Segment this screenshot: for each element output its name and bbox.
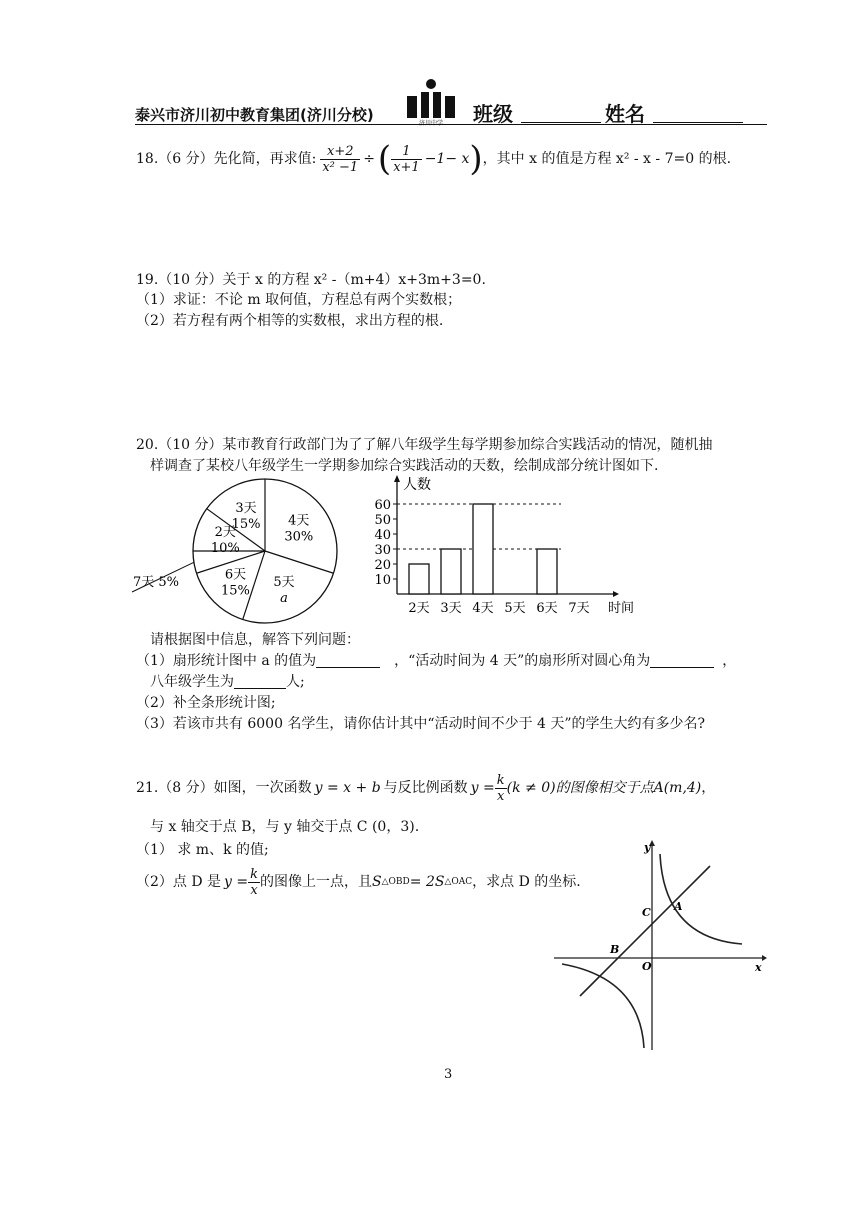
q21-y-eq: y = — [470, 780, 495, 796]
bar-rect — [473, 504, 493, 594]
pie-slice-label: 6天 — [224, 567, 247, 583]
pie-slice-value: 10% — [210, 541, 240, 557]
graph-label-b: B — [610, 943, 620, 956]
q21-p2-text-b: 的图像上一点，且 — [260, 874, 373, 890]
q21-p2-eq: = 2S — [409, 874, 445, 890]
q21-linear-eq: y = x + b — [314, 780, 381, 796]
q19-stem: 19.（10 分）关于 x 的方程 x² -（m+4）x+3m+3=0. — [136, 272, 486, 288]
q18-left-paren: ( — [377, 139, 392, 179]
q18-right-paren: ) — [469, 139, 483, 179]
pie-slice-label: 3天 — [235, 500, 257, 516]
pie-slice-value: 15% — [231, 516, 261, 532]
bar-rect — [537, 549, 557, 594]
hyperbola-branch-left — [562, 964, 644, 1048]
q18-fraction-2: $\frac{1}{x+1}$ — [393, 143, 420, 175]
graph-label-c: C — [642, 906, 651, 919]
page-header — [135, 78, 765, 128]
name-label: 姓名 — [605, 102, 645, 126]
q21-p2-frac-kx: $\frac{k}{x}$ — [250, 866, 259, 898]
bar-y-tick-label: 30 — [374, 543, 391, 558]
pie-slices — [132, 479, 337, 623]
bar-y-tick-label: 50 — [374, 513, 391, 528]
q21-point-a: A(m,4) — [653, 780, 702, 796]
bar-x-arrow — [613, 591, 619, 597]
q21-text-d: (k ≠ 0)的图像相交于点 — [506, 780, 654, 796]
class-blank[interactable] — [521, 122, 601, 123]
bar-rect — [441, 549, 461, 594]
pie-slice-value: a — [280, 591, 288, 607]
logo-caption: 济川中学 — [418, 120, 444, 126]
pie-slice-value: 30% — [284, 529, 314, 545]
q20-stem-line-2: 样调查了某校八年级学生一学期参加综合实践活动的天数，绘制成部分统计图如下. — [150, 458, 659, 474]
q20-p1-text-e: 人; — [286, 674, 305, 690]
q20-p1-text-d: 八年级学生为 — [150, 674, 234, 690]
bar-ylabel: 人数 — [403, 477, 431, 493]
answer-blank-students[interactable] — [234, 675, 286, 689]
pie-slice-label: 4天 — [288, 513, 310, 529]
q21-part-2 — [136, 862, 581, 902]
q21-stem-line-1 — [136, 768, 715, 808]
pie-slice-value: 15% — [221, 583, 250, 599]
q20-part-1 — [136, 651, 736, 671]
q19-part-1: （1）求证：不论 m 取何值，方程总有两个实数根； — [136, 292, 462, 308]
bar-category-label: 5天 — [504, 601, 526, 616]
q18-fraction-1: $\frac{x+2}{\text{x² −1}}$ — [322, 143, 359, 175]
x-axis-arrow — [762, 955, 767, 961]
q20-p1-text-c: ， — [722, 653, 737, 669]
answer-blank-a[interactable] — [316, 654, 380, 668]
bar-category-label: 2天 — [408, 601, 430, 616]
name-blank[interactable] — [653, 122, 743, 123]
bar-y-tick-label: 40 — [374, 528, 391, 543]
q18-divide-sign: ÷ — [363, 151, 375, 167]
bar-category-label: 7天 — [568, 601, 590, 616]
q20-part-1-cont — [150, 672, 305, 692]
q21-text-a: 21.（8 分）如图，一次函数 — [136, 780, 312, 796]
q18-condition: ，其中 x 的值是方程 x² - x - 7=0 的根. — [482, 151, 732, 167]
pie-slice-label: 7天 5% — [132, 575, 180, 590]
q20-part-2: （2）补全条形统计图; — [136, 695, 276, 711]
bar-y-tick-label: 10 — [374, 573, 391, 588]
graph-label-y: y — [644, 841, 651, 854]
bar-y-tick-label: 20 — [374, 558, 391, 573]
q20-part-3: （3）若该市共有 6000 名学生，请你估计其中“活动时间不少于 4 天”的学生大约有多少名? — [136, 716, 706, 732]
pie-slice-border — [265, 551, 333, 573]
pie-slice-label: 5天 — [273, 575, 295, 591]
pie-chart — [130, 474, 350, 634]
bar-y-tick-label: 60 — [374, 498, 391, 513]
q21-p2-text-a: （2）点 D 是 — [136, 874, 222, 890]
q21-stem-line-2: 与 x 轴交于点 B，与 y 轴交于点 C (0，3). — [150, 819, 420, 835]
hyperbola-branch-right — [660, 854, 742, 944]
q20-stem-line-1: 20.（10 分）某市教育行政部门为了了解八年级学生每学期参加综合实践活动的情况，随机抽 — [136, 437, 713, 453]
header-rule — [135, 124, 767, 125]
q18-inner-rest: −1− x — [424, 151, 470, 167]
bar-category-label: 4天 — [472, 601, 494, 616]
q21-p2-y-eq: y = — [224, 874, 249, 890]
school-logo — [405, 78, 457, 126]
q21-p2-s: S — [372, 874, 382, 890]
bar-xlabel: 时间 — [607, 601, 635, 616]
q18-prompt: 18.（6 分）先化简，再求值: — [136, 151, 317, 167]
q21-part-1: （1） 求 m、k 的值; — [136, 842, 269, 858]
bar-category-label: 6天 — [536, 601, 558, 616]
q19-part-2: （2）若方程有两个相等的实数根，求出方程的根. — [136, 313, 444, 329]
bar-y-arrow — [394, 475, 400, 482]
bar-rect — [409, 564, 429, 594]
graph-label-a: A — [674, 900, 683, 913]
question-18 — [136, 139, 731, 179]
q21-p2-eq-sub: △OAC — [444, 877, 473, 887]
graph-label-o: O — [642, 960, 652, 973]
class-label: 班级 — [473, 102, 513, 126]
q21-text-c: 与反比例函数 — [383, 780, 468, 796]
q21-p2-s-sub: △OBD — [381, 877, 410, 887]
answer-blank-angle[interactable] — [650, 654, 714, 668]
q21-p2-text-e: ，求点 D 的坐标. — [472, 874, 581, 890]
q21-text-f: ， — [701, 780, 716, 796]
q20-p1-text-b: ，“活动时间为 4 天”的扇形所对圆心角为 — [394, 653, 651, 669]
q21-frac-kx: $\frac{k}{x}$ — [496, 772, 505, 804]
pie-slice-label: 2天 — [214, 525, 236, 541]
bar-chart — [365, 472, 660, 622]
school-name: 泰兴市济川初中教育集团(济川分校) — [135, 106, 374, 124]
graph-label-x: x — [755, 961, 762, 974]
q20-intro: 请根据图中信息，解答下列问题： — [150, 632, 360, 648]
bar-category-label: 3天 — [440, 601, 462, 616]
q20-p1-text-a: （1）扇形统计图中 a 的值为 — [136, 653, 317, 669]
page-number: 3 — [444, 1067, 453, 1082]
function-graph — [552, 838, 767, 1053]
